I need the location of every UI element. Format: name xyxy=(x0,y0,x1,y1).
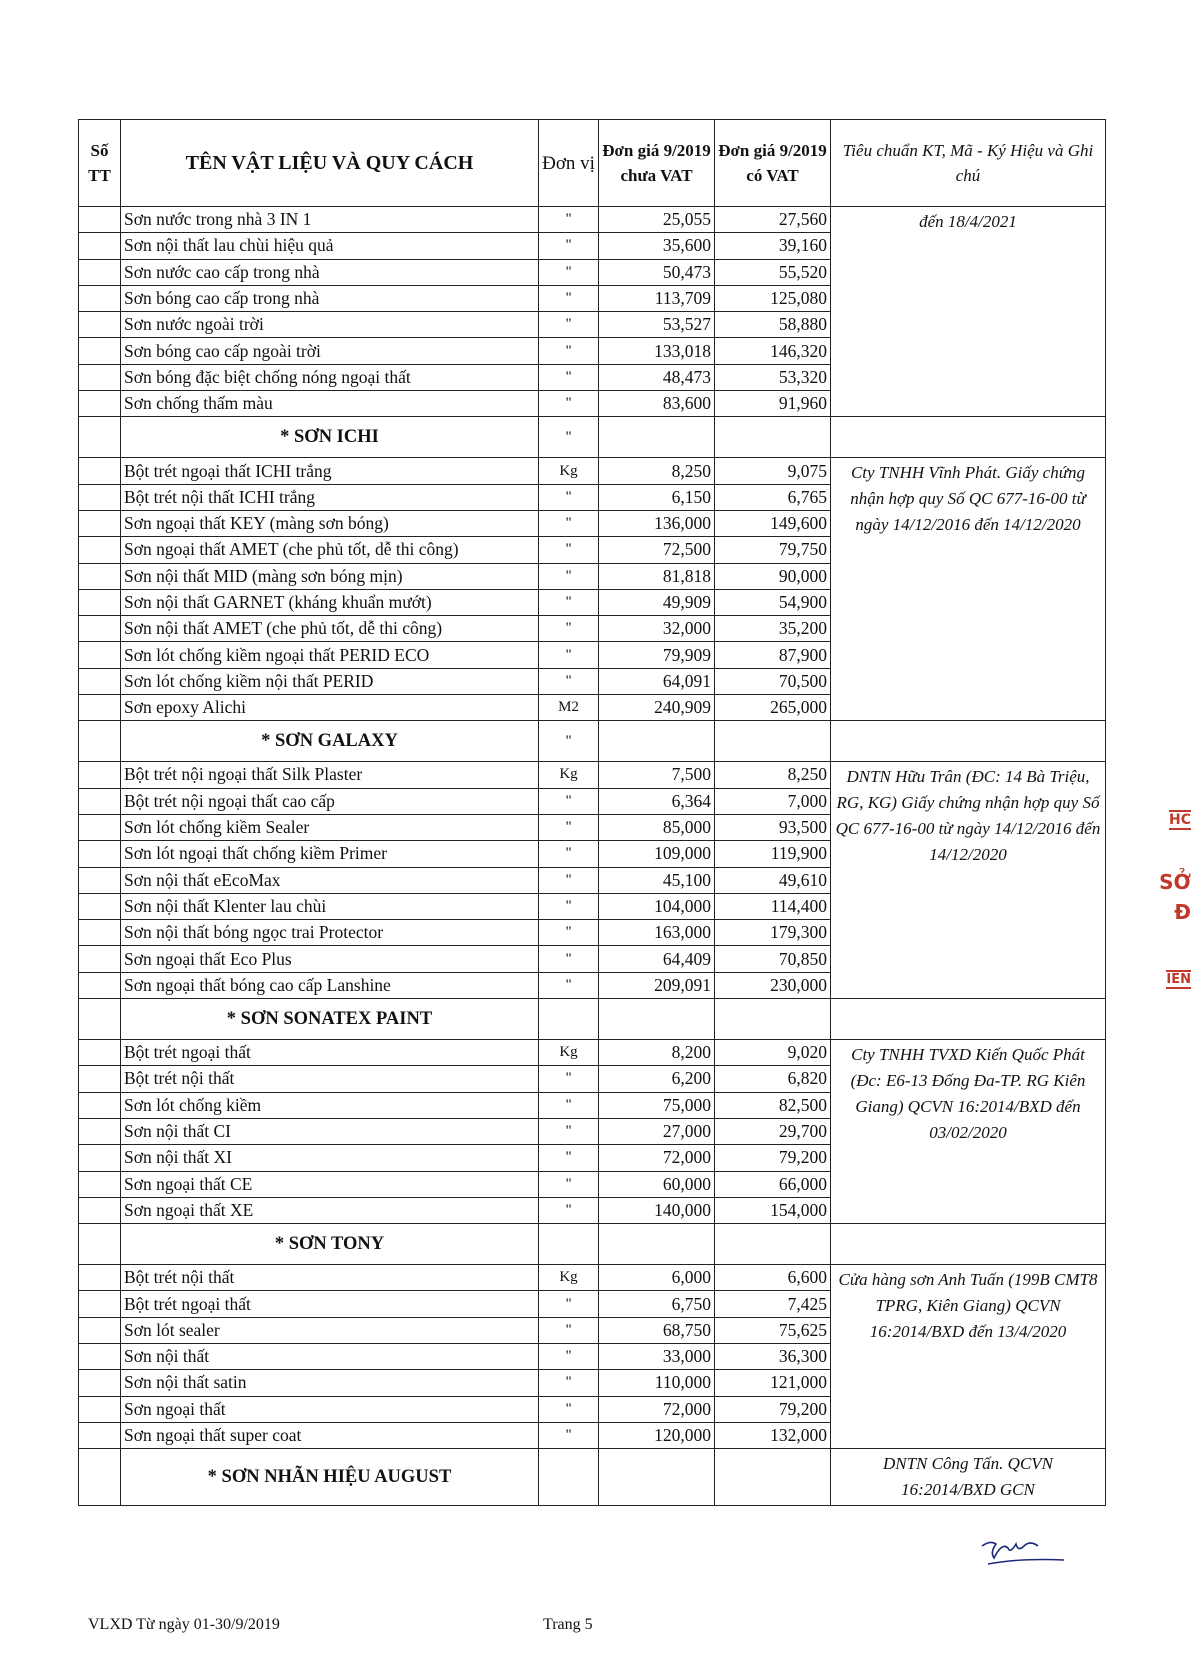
unit-cell: " xyxy=(539,946,599,972)
stt-cell xyxy=(79,668,121,694)
material-name: Sơn ngoại thất KEY (màng sơn bóng) xyxy=(121,510,539,536)
price-vat-cell: 53,320 xyxy=(715,364,831,390)
price-vat-cell: 179,300 xyxy=(715,920,831,946)
material-name: Sơn ngoại thất XE xyxy=(121,1197,539,1223)
price-vat-cell: 154,000 xyxy=(715,1197,831,1223)
price-no-vat-cell: 120,000 xyxy=(599,1422,715,1448)
unit-cell: Kg xyxy=(539,762,599,788)
unit-cell: " xyxy=(539,1317,599,1343)
price-no-vat-cell: 81,818 xyxy=(599,563,715,589)
stt-cell xyxy=(79,920,121,946)
table-body xyxy=(79,207,1106,1506)
price-vat-cell: 93,500 xyxy=(715,814,831,840)
unit-cell: " xyxy=(539,721,599,762)
price-no-vat-cell: 85,000 xyxy=(599,814,715,840)
material-name: Sơn nội thất Klenter lau chùi xyxy=(121,893,539,919)
stt-cell xyxy=(79,642,121,668)
unit-cell: " xyxy=(539,563,599,589)
stt-cell xyxy=(79,233,121,259)
section-header-row xyxy=(79,721,1106,762)
price-no-vat-cell: 8,200 xyxy=(599,1040,715,1066)
note-cell xyxy=(831,1224,1106,1265)
material-name: Sơn lót sealer xyxy=(121,1317,539,1343)
unit-cell: " xyxy=(539,642,599,668)
stt-cell xyxy=(79,1145,121,1171)
price-no-vat-cell: 7,500 xyxy=(599,762,715,788)
price-vat-cell: 58,880 xyxy=(715,312,831,338)
table-row xyxy=(79,1040,1106,1066)
price-no-vat-cell: 25,055 xyxy=(599,207,715,233)
material-name: Sơn epoxy Alichi xyxy=(121,695,539,721)
price-no-vat-cell: 83,600 xyxy=(599,391,715,417)
stt-cell xyxy=(79,484,121,510)
price-no-vat-cell: 6,750 xyxy=(599,1291,715,1317)
material-name: Sơn nội thất eEcoMax xyxy=(121,867,539,893)
material-name: Sơn bóng đặc biệt chống nóng ngoại thất xyxy=(121,364,539,390)
material-name: Sơn lót ngoại thất chống kiềm Primer xyxy=(121,841,539,867)
stt-cell xyxy=(79,285,121,311)
price-vat-cell: 79,750 xyxy=(715,537,831,563)
material-name: Bột trét nội thất ICHI trắng xyxy=(121,484,539,510)
unit-cell xyxy=(539,1449,599,1506)
price-no-vat-cell: 136,000 xyxy=(599,510,715,536)
unit-cell: " xyxy=(539,788,599,814)
stt-cell xyxy=(79,867,121,893)
unit-cell: " xyxy=(539,1118,599,1144)
stamp-text: Đ xyxy=(1174,900,1191,924)
table-row xyxy=(79,458,1106,484)
material-name: Sơn lót chống kiềm nội thất PERID xyxy=(121,668,539,694)
unit-cell xyxy=(539,999,599,1040)
material-name: Sơn bóng cao cấp trong nhà xyxy=(121,285,539,311)
unit-cell: " xyxy=(539,867,599,893)
price-vat-cell: 9,020 xyxy=(715,1040,831,1066)
price-no-vat-cell: 79,909 xyxy=(599,642,715,668)
table-row xyxy=(79,207,1106,233)
price-vat-cell: 55,520 xyxy=(715,259,831,285)
stamp-text: SỞ xyxy=(1159,870,1191,894)
stt-cell xyxy=(79,1118,121,1144)
price-no-vat-cell: 27,000 xyxy=(599,1118,715,1144)
stt-cell xyxy=(79,721,121,762)
price-vat-cell: 121,000 xyxy=(715,1370,831,1396)
price-vat-cell: 66,000 xyxy=(715,1171,831,1197)
price-vat-cell: 75,625 xyxy=(715,1317,831,1343)
supplier-note: Cửa hàng sơn Anh Tuấn (199B CMT8 TPRG, Kiên Giang) QCVN 16:2014/BXD đến 13/4/2020 xyxy=(831,1265,1106,1449)
price-vat-cell: 125,080 xyxy=(715,285,831,311)
price-vat-cell: 87,900 xyxy=(715,642,831,668)
unit-cell: " xyxy=(539,364,599,390)
price-no-vat-cell: 140,000 xyxy=(599,1197,715,1223)
material-name: Sơn bóng cao cấp ngoài trời xyxy=(121,338,539,364)
section-header-row xyxy=(79,1449,1106,1506)
note-cell xyxy=(831,999,1106,1040)
stt-cell xyxy=(79,589,121,615)
price-no-vat-cell: 45,100 xyxy=(599,867,715,893)
price-no-vat-cell: 50,473 xyxy=(599,259,715,285)
price-vat-cell: 132,000 xyxy=(715,1422,831,1448)
material-name: Bột trét nội ngoại thất Silk Plaster xyxy=(121,762,539,788)
section-header-row xyxy=(79,1224,1106,1265)
table-row xyxy=(79,1265,1106,1291)
section-title: * SƠN TONY xyxy=(121,1224,539,1265)
price-cell xyxy=(715,999,831,1040)
price-cell xyxy=(715,721,831,762)
material-name: Sơn ngoại thất CE xyxy=(121,1171,539,1197)
price-no-vat-cell: 48,473 xyxy=(599,364,715,390)
unit-cell: " xyxy=(539,484,599,510)
price-vat-cell: 91,960 xyxy=(715,391,831,417)
material-name: Sơn nước trong nhà 3 IN 1 xyxy=(121,207,539,233)
material-name: Sơn nội thất xyxy=(121,1343,539,1369)
material-name: Sơn nội thất XI xyxy=(121,1145,539,1171)
material-name: Sơn ngoại thất bóng cao cấp Lanshine xyxy=(121,972,539,998)
price-no-vat-cell: 163,000 xyxy=(599,920,715,946)
price-no-vat-cell: 32,000 xyxy=(599,616,715,642)
price-no-vat-cell: 6,364 xyxy=(599,788,715,814)
unit-cell: " xyxy=(539,1343,599,1369)
unit-cell: " xyxy=(539,312,599,338)
unit-cell: " xyxy=(539,1171,599,1197)
material-name: Bột trét ngoại thất xyxy=(121,1291,539,1317)
unit-cell: Kg xyxy=(539,1040,599,1066)
stt-cell xyxy=(79,1396,121,1422)
supplier-note: Cty TNHH TVXD Kiến Quốc Phát (Đc: E6-13 Đống Đa-TP. RG Kiên Giang) QCVN 16:2014/BXD đến 03/02/2020 xyxy=(831,1040,1106,1224)
unit-cell: " xyxy=(539,841,599,867)
header-name: TÊN VẬT LIỆU VÀ QUY CÁCH xyxy=(121,120,539,207)
price-cell xyxy=(599,1224,715,1265)
unit-cell: " xyxy=(539,259,599,285)
material-name: Sơn nội thất GARNET (kháng khuẩn mướt) xyxy=(121,589,539,615)
stt-cell xyxy=(79,207,121,233)
material-name: Sơn nội thất lau chùi hiệu quả xyxy=(121,233,539,259)
material-name: Bột trét nội thất xyxy=(121,1265,539,1291)
unit-cell: " xyxy=(539,207,599,233)
section-header-row xyxy=(79,417,1106,458)
stt-cell xyxy=(79,563,121,589)
material-name: Sơn lót chống kiềm xyxy=(121,1092,539,1118)
material-name: Sơn nội thất bóng ngọc trai Protector xyxy=(121,920,539,946)
stt-cell xyxy=(79,1040,121,1066)
footer-page-number: Trang 5 xyxy=(543,1616,593,1633)
stt-cell xyxy=(79,1370,121,1396)
price-vat-cell: 7,000 xyxy=(715,788,831,814)
price-vat-cell: 7,425 xyxy=(715,1291,831,1317)
price-cell xyxy=(599,1449,715,1506)
material-name: Bột trét nội thất xyxy=(121,1066,539,1092)
section-header-row xyxy=(79,999,1106,1040)
price-vat-cell: 29,700 xyxy=(715,1118,831,1144)
unit-cell: " xyxy=(539,972,599,998)
price-cell xyxy=(715,1449,831,1506)
price-vat-cell: 82,500 xyxy=(715,1092,831,1118)
table-row xyxy=(79,762,1106,788)
unit-cell: " xyxy=(539,893,599,919)
stt-cell xyxy=(79,458,121,484)
price-vat-cell: 6,600 xyxy=(715,1265,831,1291)
price-no-vat-cell: 209,091 xyxy=(599,972,715,998)
price-no-vat-cell: 6,000 xyxy=(599,1265,715,1291)
price-no-vat-cell: 64,091 xyxy=(599,668,715,694)
price-cell xyxy=(715,417,831,458)
stt-cell xyxy=(79,972,121,998)
section-title: * SƠN ICHI xyxy=(121,417,539,458)
unit-cell: " xyxy=(539,616,599,642)
price-no-vat-cell: 113,709 xyxy=(599,285,715,311)
stamp-text: IÊN xyxy=(1166,972,1191,987)
price-vat-cell: 6,765 xyxy=(715,484,831,510)
material-name: Sơn ngoại thất xyxy=(121,1396,539,1422)
stt-cell xyxy=(79,1317,121,1343)
unit-cell: " xyxy=(539,1422,599,1448)
unit-cell: " xyxy=(539,1396,599,1422)
supplier-note: đến 18/4/2021 xyxy=(831,207,1106,417)
price-vat-cell: 230,000 xyxy=(715,972,831,998)
section-title: * SƠN NHÃN HIỆU AUGUST xyxy=(121,1449,539,1506)
note-cell xyxy=(831,417,1106,458)
price-no-vat-cell: 6,200 xyxy=(599,1066,715,1092)
price-no-vat-cell: 68,750 xyxy=(599,1317,715,1343)
unit-cell: " xyxy=(539,510,599,536)
stt-cell xyxy=(79,338,121,364)
stt-cell xyxy=(79,1343,121,1369)
price-no-vat-cell: 35,600 xyxy=(599,233,715,259)
stt-cell xyxy=(79,1092,121,1118)
unit-cell: " xyxy=(539,814,599,840)
price-vat-cell: 119,900 xyxy=(715,841,831,867)
price-vat-cell: 9,075 xyxy=(715,458,831,484)
stt-cell xyxy=(79,312,121,338)
stt-cell xyxy=(79,1422,121,1448)
unit-cell: " xyxy=(539,338,599,364)
price-no-vat-cell: 72,500 xyxy=(599,537,715,563)
unit-cell: " xyxy=(539,1197,599,1223)
price-cell xyxy=(599,417,715,458)
unit-cell: " xyxy=(539,668,599,694)
signature-mark xyxy=(980,1532,1070,1572)
price-vat-cell: 70,500 xyxy=(715,668,831,694)
price-no-vat-cell: 64,409 xyxy=(599,946,715,972)
material-name: Bột trét ngoại thất ICHI trắng xyxy=(121,458,539,484)
price-no-vat-cell: 6,150 xyxy=(599,484,715,510)
stt-cell xyxy=(79,841,121,867)
unit-cell: " xyxy=(539,920,599,946)
unit-cell: " xyxy=(539,1092,599,1118)
material-name: Sơn ngoại thất Eco Plus xyxy=(121,946,539,972)
price-cell xyxy=(715,1224,831,1265)
price-no-vat-cell: 53,527 xyxy=(599,312,715,338)
unit-cell: " xyxy=(539,1145,599,1171)
material-name: Sơn lót chống kiềm Sealer xyxy=(121,814,539,840)
supplier-note: Cty TNHH Vĩnh Phát. Giấy chứng nhận hợp quy Số QC 677-16-00 từ ngày 14/12/2016 đến 14/12/2020 xyxy=(831,458,1106,721)
unit-cell: " xyxy=(539,233,599,259)
stt-cell xyxy=(79,999,121,1040)
price-vat-cell: 8,250 xyxy=(715,762,831,788)
material-name: Sơn lót chống kiềm ngoại thất PERID ECO xyxy=(121,642,539,668)
price-vat-cell: 70,850 xyxy=(715,946,831,972)
price-vat-cell: 49,610 xyxy=(715,867,831,893)
stt-cell xyxy=(79,537,121,563)
stt-cell xyxy=(79,695,121,721)
unit-cell: " xyxy=(539,1066,599,1092)
price-vat-cell: 265,000 xyxy=(715,695,831,721)
unit-cell xyxy=(539,1224,599,1265)
price-vat-cell: 114,400 xyxy=(715,893,831,919)
price-no-vat-cell: 60,000 xyxy=(599,1171,715,1197)
stt-cell xyxy=(79,616,121,642)
price-no-vat-cell: 104,000 xyxy=(599,893,715,919)
price-vat-cell: 39,160 xyxy=(715,233,831,259)
price-vat-cell: 146,320 xyxy=(715,338,831,364)
stt-cell xyxy=(79,1171,121,1197)
stt-cell xyxy=(79,1197,121,1223)
header-price-no-vat: Đơn giá 9/2019 chưa VAT xyxy=(599,120,715,207)
stt-cell xyxy=(79,1224,121,1265)
supplier-note: DNTN Hữu Trân (ĐC: 14 Bà Triệu, RG, KG) Giấy chứng nhận hợp quy Số QC 677-16-00 từ ngày 14/12/2016 đến 14/12/2020 xyxy=(831,762,1106,999)
price-no-vat-cell: 109,000 xyxy=(599,841,715,867)
material-name: Sơn nước cao cấp trong nhà xyxy=(121,259,539,285)
material-name: Sơn ngoại thất AMET (che phủ tốt, dễ thi công) xyxy=(121,537,539,563)
header-note: Tiêu chuẩn KT, Mã - Ký Hiệu và Ghi chú xyxy=(831,120,1106,207)
stt-cell xyxy=(79,946,121,972)
stamp-text: HC xyxy=(1169,812,1191,828)
material-name: Sơn chống thấm màu xyxy=(121,391,539,417)
price-vat-cell: 90,000 xyxy=(715,563,831,589)
price-no-vat-cell: 72,000 xyxy=(599,1145,715,1171)
unit-cell: " xyxy=(539,391,599,417)
material-name: Sơn ngoại thất super coat xyxy=(121,1422,539,1448)
price-no-vat-cell: 240,909 xyxy=(599,695,715,721)
table-header xyxy=(79,120,1106,207)
unit-cell: " xyxy=(539,537,599,563)
price-vat-cell: 35,200 xyxy=(715,616,831,642)
price-vat-cell: 36,300 xyxy=(715,1343,831,1369)
price-vat-cell: 27,560 xyxy=(715,207,831,233)
stt-cell xyxy=(79,259,121,285)
header-unit: Đơn vị xyxy=(539,120,599,207)
header-stt: Số TT xyxy=(79,120,121,207)
price-no-vat-cell: 110,000 xyxy=(599,1370,715,1396)
unit-cell: " xyxy=(539,285,599,311)
price-no-vat-cell: 33,000 xyxy=(599,1343,715,1369)
stt-cell xyxy=(79,417,121,458)
price-cell xyxy=(599,721,715,762)
unit-cell: " xyxy=(539,417,599,458)
unit-cell: M2 xyxy=(539,695,599,721)
price-vat-cell: 6,820 xyxy=(715,1066,831,1092)
stt-cell xyxy=(79,1265,121,1291)
price-no-vat-cell: 49,909 xyxy=(599,589,715,615)
unit-cell: " xyxy=(539,1291,599,1317)
price-vat-cell: 54,900 xyxy=(715,589,831,615)
price-no-vat-cell: 133,018 xyxy=(599,338,715,364)
price-no-vat-cell: 75,000 xyxy=(599,1092,715,1118)
stt-cell xyxy=(79,364,121,390)
price-vat-cell: 79,200 xyxy=(715,1145,831,1171)
price-cell xyxy=(599,999,715,1040)
supplier-note: DNTN Công Tấn. QCVN 16:2014/BXD GCN xyxy=(831,1449,1106,1506)
material-name: Sơn nội thất CI xyxy=(121,1118,539,1144)
stt-cell xyxy=(79,1066,121,1092)
unit-cell: Kg xyxy=(539,1265,599,1291)
material-name: Sơn nội thất MID (màng sơn bóng mịn) xyxy=(121,563,539,589)
footer-document-label: VLXD Từ ngày 01-30/9/2019 xyxy=(88,1616,280,1633)
price-vat-cell: 149,600 xyxy=(715,510,831,536)
price-table xyxy=(78,119,1106,1506)
material-name: Bột trét ngoại thất xyxy=(121,1040,539,1066)
price-no-vat-cell: 8,250 xyxy=(599,458,715,484)
stt-cell xyxy=(79,893,121,919)
section-title: * SƠN GALAXY xyxy=(121,721,539,762)
price-no-vat-cell: 72,000 xyxy=(599,1396,715,1422)
stt-cell xyxy=(79,391,121,417)
stt-cell xyxy=(79,762,121,788)
stt-cell xyxy=(79,1449,121,1506)
stt-cell xyxy=(79,788,121,814)
price-vat-cell: 79,200 xyxy=(715,1396,831,1422)
unit-cell: " xyxy=(539,589,599,615)
section-title: * SƠN SONATEX PAINT xyxy=(121,999,539,1040)
stt-cell xyxy=(79,1291,121,1317)
header-price-vat: Đơn giá 9/2019 có VAT xyxy=(715,120,831,207)
material-name: Sơn nước ngoài trời xyxy=(121,312,539,338)
material-name: Bột trét nội ngoại thất cao cấp xyxy=(121,788,539,814)
unit-cell: Kg xyxy=(539,458,599,484)
unit-cell: " xyxy=(539,1370,599,1396)
stamp-fragment xyxy=(1148,798,1191,1008)
material-name: Sơn nội thất AMET (che phủ tốt, dễ thi công) xyxy=(121,616,539,642)
note-cell xyxy=(831,721,1106,762)
material-name: Sơn nội thất satin xyxy=(121,1370,539,1396)
stt-cell xyxy=(79,510,121,536)
stt-cell xyxy=(79,814,121,840)
